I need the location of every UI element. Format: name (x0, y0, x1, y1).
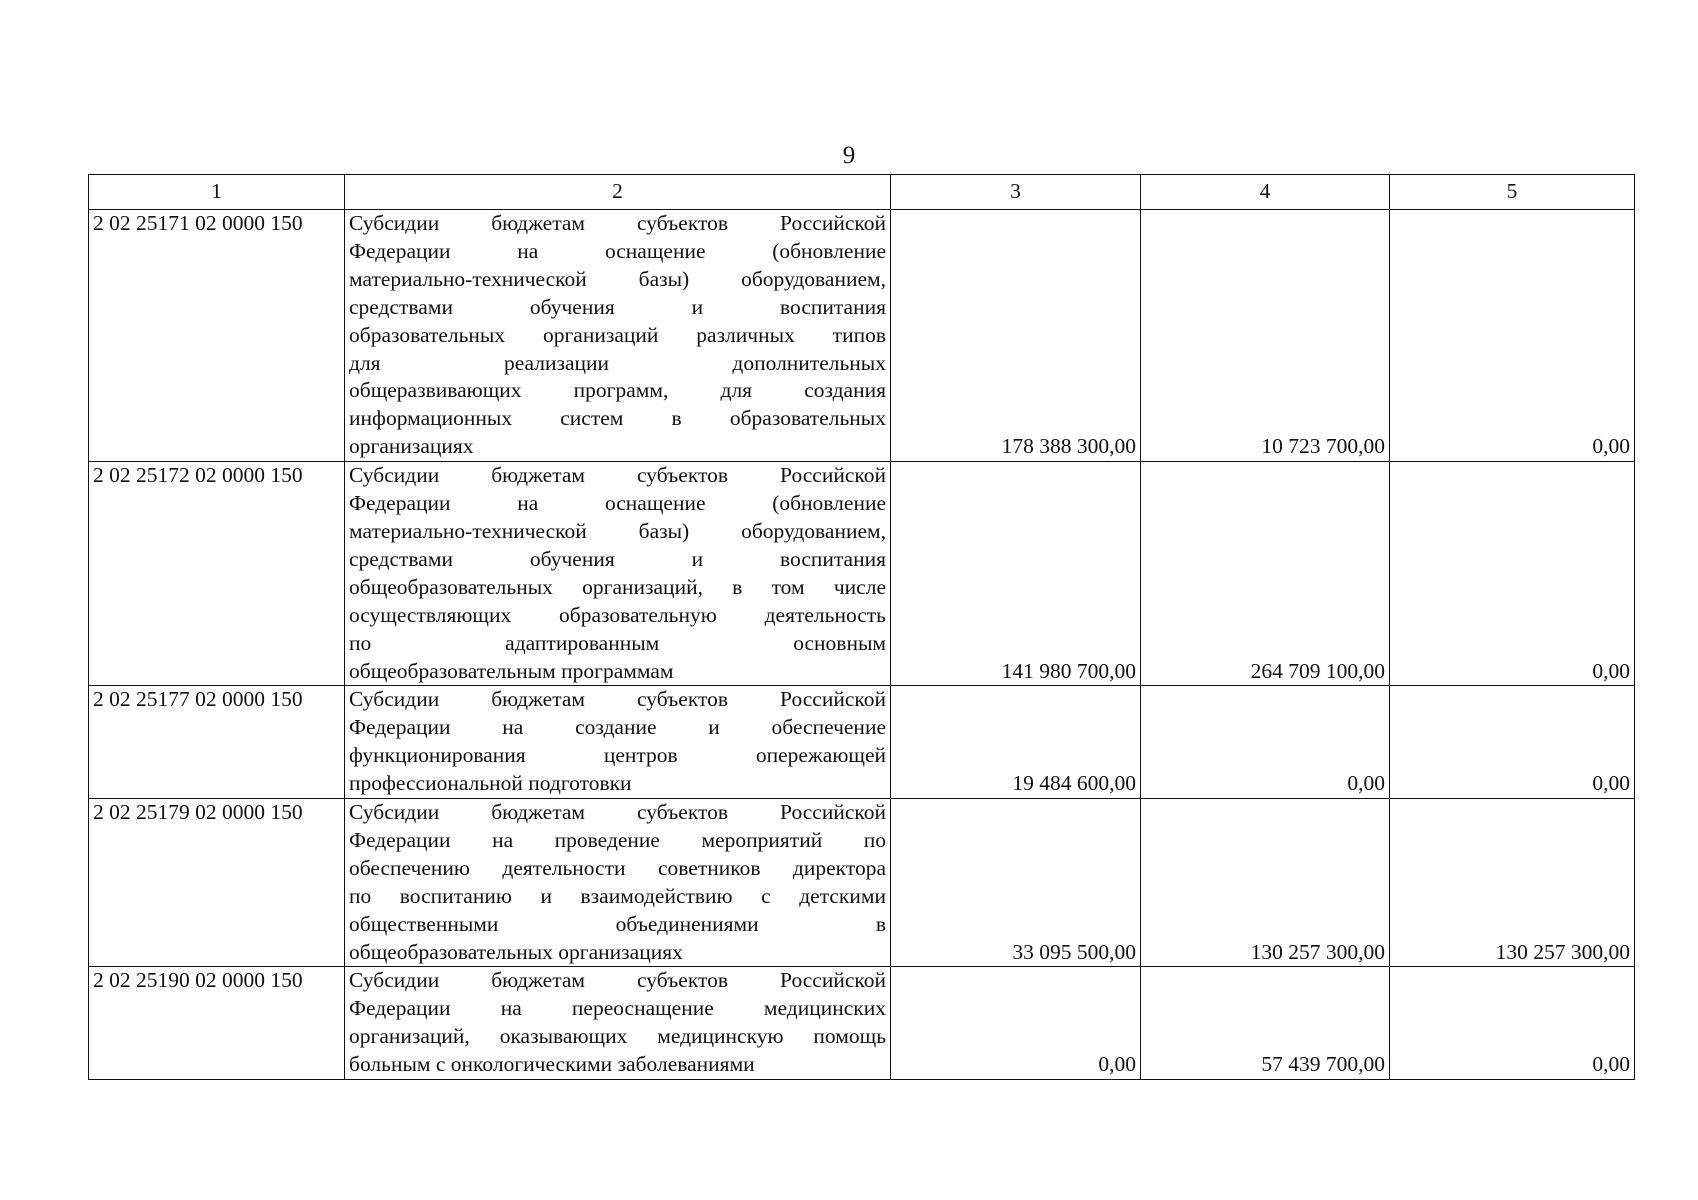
description-line: образовательных организаций различных типов (349, 322, 886, 347)
budget-code-cell: 2 02 25190 02 0000 150 (89, 967, 345, 1080)
description-line: осуществляющих образовательную деятельность (349, 602, 886, 627)
description-line: по адаптированным основным (349, 630, 886, 655)
table-row (89, 799, 1635, 967)
header-col-1: 1 (89, 175, 345, 210)
description-line: материально-технической базы) оборудованием, (349, 266, 886, 291)
description-cell (345, 686, 891, 799)
page-number: 9 (842, 142, 856, 169)
amount-cell-col-3: 0,00 (891, 967, 1141, 1080)
header-col-3: 3 (891, 175, 1141, 210)
amount-cell-col-3: 19 484 600,00 (891, 686, 1141, 799)
description-line: Субсидии бюджетам субъектов Российской (349, 687, 886, 712)
budget-table (88, 174, 1635, 1080)
description-cell (345, 210, 891, 462)
description-line: Федерации на проведение мероприятий по (349, 827, 886, 852)
description-line: материально-технической базы) оборудованием, (349, 518, 886, 543)
header-row (89, 175, 1635, 210)
amount-cell-col-5: 0,00 (1390, 462, 1635, 686)
description-cell (345, 462, 891, 686)
amount-cell-col-4: 264 709 100,00 (1141, 462, 1390, 686)
amount-cell-col-3: 141 980 700,00 (891, 462, 1141, 686)
budget-code-cell: 2 02 25179 02 0000 150 (89, 799, 345, 967)
table-row (89, 210, 1635, 462)
description-line: общественными объединениями в (349, 911, 886, 936)
table-row (89, 967, 1635, 1080)
description-line: функционирования центров опережающей (349, 743, 886, 768)
description-line: Субсидии бюджетам субъектов Российской (349, 800, 886, 825)
description-line: общеразвивающих программ, для создания (349, 378, 886, 403)
amount-cell-col-5: 130 257 300,00 (1390, 799, 1635, 967)
amount-cell-col-5: 0,00 (1390, 967, 1635, 1080)
description-line: Субсидии бюджетам субъектов Российской (349, 968, 886, 993)
budget-code-cell: 2 02 25177 02 0000 150 (89, 686, 345, 799)
description-line: средствами обучения и воспитания (349, 546, 886, 571)
description-line: Федерации на оснащение (обновление (349, 491, 886, 516)
amount-cell-col-3: 178 388 300,00 (891, 210, 1141, 462)
table-row (89, 462, 1635, 686)
description-line: Субсидии бюджетам субъектов Российской (349, 211, 886, 235)
description-line: Федерации на создание и обеспечение (349, 715, 886, 740)
description-line: информационных систем в образовательных (349, 406, 886, 431)
description-line: Федерации на оснащение (обновление (349, 238, 886, 263)
description-line: средствами обучения и воспитания (349, 294, 886, 319)
amount-cell-col-4: 10 723 700,00 (1141, 210, 1390, 462)
description-line: обеспечению деятельности советников директора (349, 855, 886, 880)
description-line: общеобразовательных организаций, в том числе (349, 574, 886, 599)
description-line: организаций, оказывающих медицинскую помощь (349, 1024, 886, 1049)
description-line: для реализации дополнительных (349, 350, 886, 375)
amount-cell-col-5: 0,00 (1390, 686, 1635, 799)
table-row (89, 686, 1635, 799)
amount-cell-col-4: 0,00 (1141, 686, 1390, 799)
budget-code-cell: 2 02 25172 02 0000 150 (89, 462, 345, 686)
description-cell (345, 799, 891, 967)
description-cell (345, 967, 891, 1080)
budget-code-cell: 2 02 25171 02 0000 150 (89, 210, 345, 462)
table-body (89, 210, 1635, 1080)
header-col-4: 4 (1141, 175, 1390, 210)
header-col-5: 5 (1390, 175, 1635, 210)
description-line: общеобразовательным программам (349, 658, 674, 683)
description-line: организациях (349, 434, 474, 459)
description-line: по воспитанию и взаимодействию с детскими (349, 883, 886, 908)
description-line: Субсидии бюджетам субъектов Российской (349, 463, 886, 488)
amount-cell-col-3: 33 095 500,00 (891, 799, 1141, 967)
description-line: общеобразовательных организациях (349, 939, 683, 964)
amount-cell-col-4: 57 439 700,00 (1141, 967, 1390, 1080)
table-header (89, 175, 1635, 210)
amount-cell-col-5: 0,00 (1390, 210, 1635, 462)
description-line: Федерации на переоснащение медицинских (349, 996, 886, 1021)
amount-cell-col-4: 130 257 300,00 (1141, 799, 1390, 967)
header-col-2: 2 (345, 175, 891, 210)
description-line: больным с онкологическими заболеваниями (349, 1052, 755, 1077)
description-line: профессиональной подготовки (349, 771, 632, 796)
